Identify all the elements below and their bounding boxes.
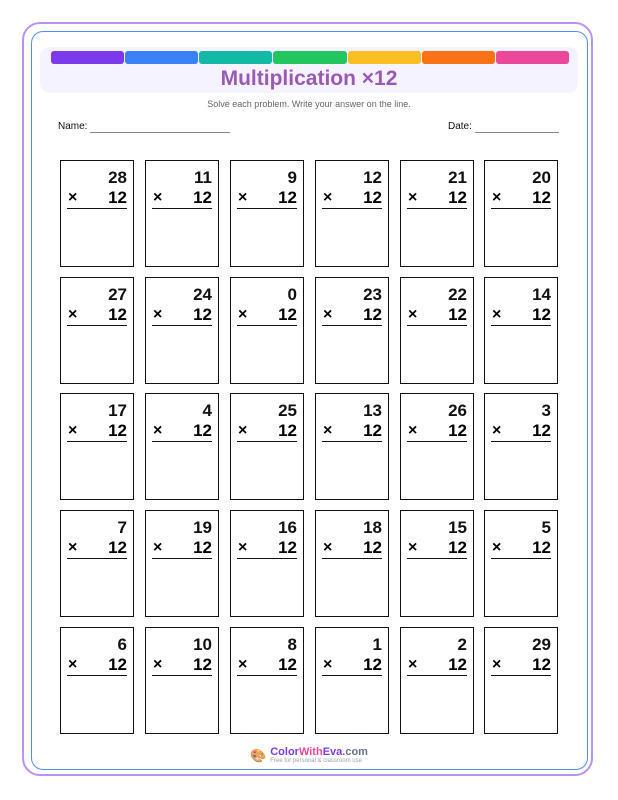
multiply-sign: ×: [323, 189, 333, 206]
operator-row: [322, 655, 382, 676]
color-bar: [51, 51, 569, 64]
multiplier: 12: [532, 188, 551, 207]
tagline: Free for personal & classroom use: [270, 758, 362, 764]
operator-row: [237, 305, 297, 326]
name-field[interactable]: [58, 121, 230, 133]
multiply-sign: ×: [408, 539, 418, 556]
multiply-sign: ×: [408, 189, 418, 206]
operator-row: [152, 538, 212, 559]
operator-row: [237, 421, 297, 442]
multiplicand: 29: [532, 635, 551, 654]
multiplicand: 24: [193, 285, 212, 304]
multiplicand: 10: [193, 635, 212, 654]
multiplier: 12: [363, 655, 382, 674]
multiplicand: 9: [287, 168, 297, 187]
multiply-sign: ×: [153, 306, 163, 323]
multiplicand: 6: [117, 635, 127, 654]
color-bar-segment: [348, 51, 421, 64]
multiplicand: 19: [193, 518, 212, 537]
operator-row: [491, 655, 551, 676]
operator-row: [152, 655, 212, 676]
multiplier: 12: [193, 538, 212, 557]
operator-row: [491, 421, 551, 442]
multiplier: 12: [108, 538, 127, 557]
operator-row: [491, 538, 551, 559]
multiply-sign: ×: [68, 422, 78, 439]
multiplier: 12: [108, 188, 127, 207]
multiply-sign: ×: [492, 189, 502, 206]
problem-card[interactable]: [484, 393, 558, 500]
problem-card[interactable]: [484, 627, 558, 734]
color-bar-segment: [273, 51, 346, 64]
multiply-sign: ×: [238, 656, 248, 673]
problem-card[interactable]: [315, 160, 389, 267]
color-bar-segment: [496, 51, 569, 64]
multiplicand: 11: [194, 168, 212, 187]
multiplier: 12: [363, 421, 382, 440]
problem-card[interactable]: [400, 510, 474, 617]
multiplicand: 22: [448, 285, 467, 304]
multiply-sign: ×: [68, 539, 78, 556]
multiplier: 12: [278, 655, 297, 674]
problem-card[interactable]: [145, 627, 219, 734]
problem-card[interactable]: [145, 160, 219, 267]
multiply-sign: ×: [68, 306, 78, 323]
operator-row: [67, 655, 127, 676]
operator-row: [407, 421, 467, 442]
multiplicand: 5: [541, 518, 551, 537]
problem-card[interactable]: [60, 277, 134, 384]
problem-card[interactable]: [315, 393, 389, 500]
multiply-sign: ×: [408, 422, 418, 439]
multiplier: 12: [532, 655, 551, 674]
multiplicand: 8: [287, 635, 297, 654]
multiplier: 12: [278, 188, 297, 207]
multiplier: 12: [363, 305, 382, 324]
multiplier: 12: [448, 305, 467, 324]
footer: [0, 746, 618, 765]
multiply-sign: ×: [153, 656, 163, 673]
problem-card[interactable]: [145, 510, 219, 617]
color-bar-segment: [51, 51, 124, 64]
operator-row: [322, 188, 382, 209]
multiplicand: 26: [448, 401, 467, 420]
page-title: Multiplication ×12: [220, 67, 398, 90]
problem-card[interactable]: [60, 393, 134, 500]
multiplicand: 7: [117, 518, 127, 537]
name-label: Name:: [58, 121, 88, 132]
multiplier: 12: [448, 188, 467, 207]
problem-card[interactable]: [315, 627, 389, 734]
multiplicand: 23: [363, 285, 382, 304]
problem-card[interactable]: [230, 510, 304, 617]
operator-row: [237, 538, 297, 559]
multiplicand: 2: [457, 635, 467, 654]
multiplier: 12: [278, 305, 297, 324]
multiply-sign: ×: [408, 656, 418, 673]
problem-card[interactable]: [60, 160, 134, 267]
multiply-sign: ×: [492, 422, 502, 439]
problem-card[interactable]: [484, 160, 558, 267]
color-bar-segment: [199, 51, 272, 64]
multiply-sign: ×: [238, 189, 248, 206]
problem-card[interactable]: [484, 510, 558, 617]
problem-card[interactable]: [315, 277, 389, 384]
multiply-sign: ×: [323, 306, 333, 323]
multiplicand: 18: [363, 518, 382, 537]
multiplier: 12: [363, 188, 382, 207]
multiplier: 12: [193, 421, 212, 440]
multiplicand: 14: [532, 285, 551, 304]
multiplier: 12: [108, 655, 127, 674]
operator-row: [322, 538, 382, 559]
problem-card[interactable]: [315, 510, 389, 617]
problem-card[interactable]: [230, 277, 304, 384]
multiply-sign: ×: [323, 539, 333, 556]
multiply-sign: ×: [492, 306, 502, 323]
problem-card[interactable]: [400, 277, 474, 384]
multiply-sign: ×: [153, 422, 163, 439]
multiplier: 12: [532, 305, 551, 324]
operator-row: [237, 188, 297, 209]
brand-logo: ColorWithEva.com: [270, 746, 368, 758]
problem-card[interactable]: [484, 277, 558, 384]
multiply-sign: ×: [153, 539, 163, 556]
problem-card[interactable]: [230, 627, 304, 734]
palette-icon: 🎨: [250, 747, 267, 763]
operator-row: [67, 188, 127, 209]
multiplier: 12: [278, 421, 297, 440]
multiply-sign: ×: [323, 422, 333, 439]
problem-card[interactable]: [230, 160, 304, 267]
color-bar-segment: [125, 51, 198, 64]
multiplier: 12: [193, 305, 212, 324]
operator-row: [491, 305, 551, 326]
multiply-sign: ×: [68, 189, 78, 206]
multiplier: 12: [108, 305, 127, 324]
multiply-sign: ×: [492, 539, 502, 556]
multiplicand: 3: [541, 401, 551, 420]
multiplicand: 0: [287, 285, 297, 304]
date-field[interactable]: [448, 121, 559, 133]
multiplier: 12: [448, 538, 467, 557]
multiplicand: 12: [363, 168, 382, 187]
multiply-sign: ×: [238, 422, 248, 439]
operator-row: [322, 421, 382, 442]
multiplier: 12: [278, 538, 297, 557]
operator-row: [67, 421, 127, 442]
multiplicand: 25: [278, 401, 297, 420]
multiplicand: 13: [363, 401, 382, 420]
operator-row: [67, 305, 127, 326]
operator-row: [491, 188, 551, 209]
multiplicand: 15: [448, 518, 467, 537]
operator-row: [407, 305, 467, 326]
color-bar-segment: [422, 51, 495, 64]
multiply-sign: ×: [408, 306, 418, 323]
multiplier: 12: [532, 538, 551, 557]
problem-card[interactable]: [400, 627, 474, 734]
operator-row: [67, 538, 127, 559]
multiplicand: 1: [372, 635, 382, 654]
problem-card[interactable]: [145, 393, 219, 500]
operator-row: [237, 655, 297, 676]
multiply-sign: ×: [323, 656, 333, 673]
problem-card[interactable]: [400, 160, 474, 267]
operator-row: [407, 188, 467, 209]
date-label: Date:: [448, 121, 472, 132]
operator-row: [152, 421, 212, 442]
multiplier: 12: [108, 421, 127, 440]
multiplicand: 17: [108, 401, 127, 420]
multiply-sign: ×: [68, 656, 78, 673]
problem-card[interactable]: [60, 627, 134, 734]
multiplier: 12: [532, 421, 551, 440]
multiply-sign: ×: [238, 539, 248, 556]
operator-row: [322, 305, 382, 326]
problem-card[interactable]: [400, 393, 474, 500]
multiplier: 12: [448, 655, 467, 674]
operator-row: [152, 305, 212, 326]
operator-row: [152, 188, 212, 209]
multiplicand: 20: [532, 168, 551, 187]
multiplier: 12: [448, 421, 467, 440]
multiplier: 12: [193, 188, 212, 207]
multiply-sign: ×: [492, 656, 502, 673]
name-line[interactable]: [90, 122, 230, 133]
multiplicand: 16: [278, 518, 297, 537]
multiplicand: 27: [108, 285, 127, 304]
multiply-sign: ×: [238, 306, 248, 323]
instructions: Solve each problem. Write your answer on the line.: [207, 99, 411, 109]
problem-card[interactable]: [60, 510, 134, 617]
multiplicand: 4: [202, 401, 212, 420]
operator-row: [407, 538, 467, 559]
problem-card[interactable]: [230, 393, 304, 500]
operator-row: [407, 655, 467, 676]
multiplicand: 28: [108, 168, 127, 187]
date-line[interactable]: [475, 122, 559, 133]
problem-card[interactable]: [145, 277, 219, 384]
multiply-sign: ×: [153, 189, 163, 206]
multiplicand: 21: [448, 168, 467, 187]
multiplier: 12: [363, 538, 382, 557]
multiplier: 12: [193, 655, 212, 674]
